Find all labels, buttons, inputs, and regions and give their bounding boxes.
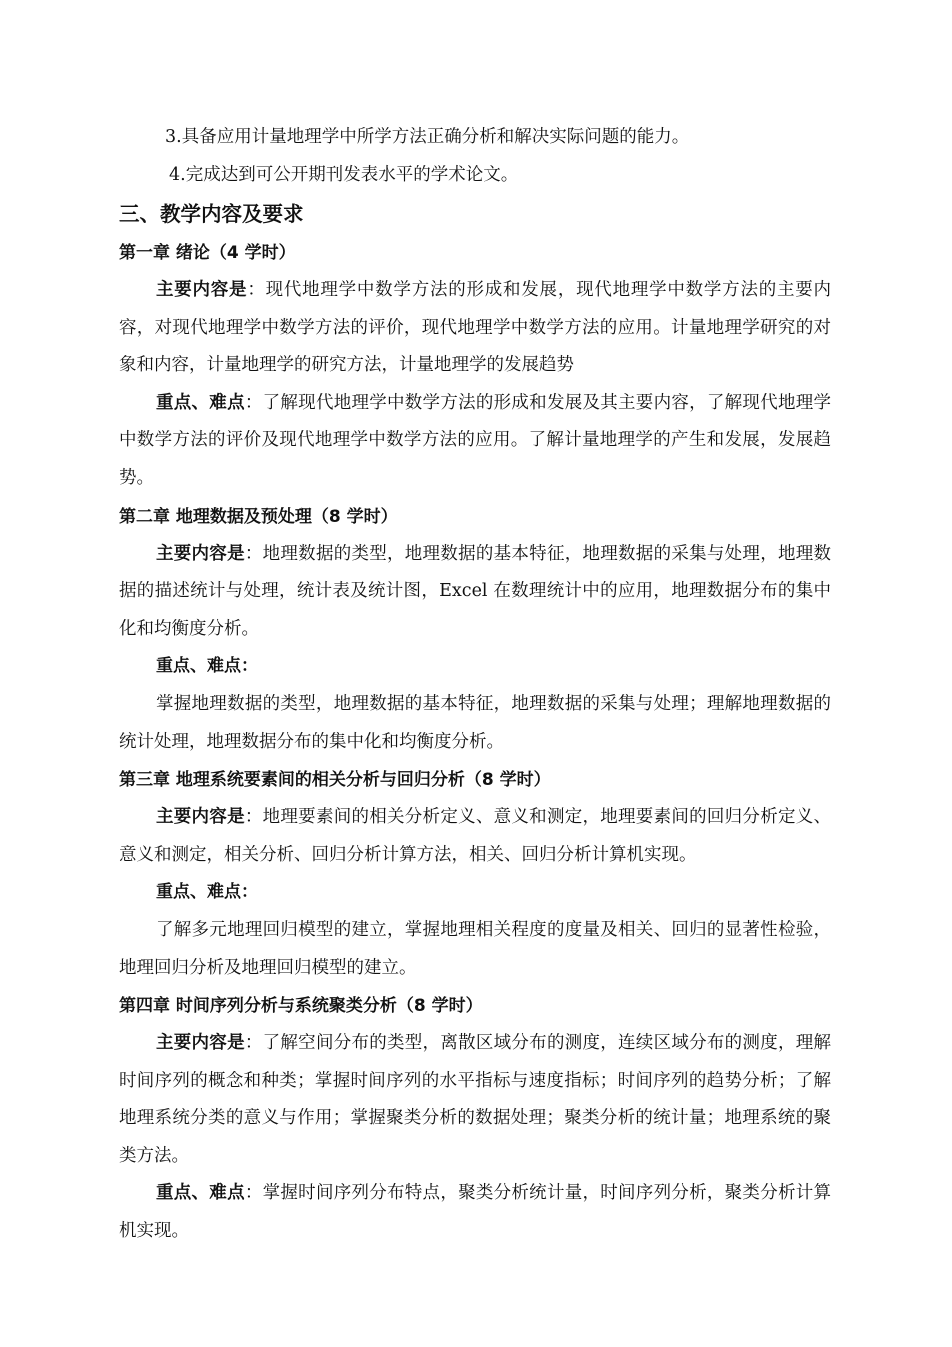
- content-label: 主要内容是: [156, 543, 245, 564]
- key-text: ：掌握时间序列分布特点，聚类分析统计量，时间序列分析，聚类分析计算机实现。: [119, 1183, 832, 1242]
- chapter-2-content: [119, 536, 831, 649]
- content-text: ：地理要素间的相关分析定义、意义和测定，地理要素间的回归分析定义、意义和测定，相关分析、回归分析计算方法，相关、回归分析计算机实现。: [119, 807, 832, 865]
- chapter-3-heading: 第三章 地理系统要素间的相关分析与回归分析（8 学时）: [119, 770, 551, 791]
- content-text: ：了解空间分布的类型，离散区域分布的测度，连续区域分布的测度，理解时间序列的概念和种类；掌握时间序列的水平指标与速度指标；时间序列的趋势分析；了解地理系统分类的意义与作用；掌握聚类分析的数据处理；聚类分析的统计量；地理系统的聚类方法。: [119, 1033, 832, 1166]
- key-label: 重点、难点: [156, 1183, 245, 1204]
- chapter-3-content: [119, 799, 831, 874]
- key-label: 重点、难点: [156, 392, 245, 413]
- chapter-3-key-label: 重点、难点：: [156, 882, 258, 903]
- section-heading: 三、教学内容及要求: [119, 202, 304, 226]
- chapter-2-heading: 第二章 地理数据及预处理（8 学时）: [119, 506, 398, 527]
- document-page: [119, 118, 831, 1251]
- chapter-1-content: [119, 272, 831, 385]
- content-label: 主要内容是: [156, 1033, 245, 1054]
- chapter-4-heading: 第四章 时间序列分析与系统聚类分析（8 学时）: [119, 996, 483, 1017]
- chapter-1-key-points: [119, 385, 831, 498]
- chapter-2-key-text: 掌握地理数据的类型，地理数据的基本特征，地理数据的采集与处理；理解地理数据的统计处理，地理数据分布的集中化和均衡度分析。: [119, 693, 831, 752]
- chapter-4-content: [119, 1025, 831, 1175]
- chapter-2-key-label: 重点、难点：: [156, 656, 258, 677]
- content-text: ：现代地理学中数学方法的形成和发展，现代地理学中数学方法的主要内容，对现代地理学中数学方法的评价，现代地理学中数学方法的应用。计量地理学研究的对象和内容，计量地理学的研究方法，计量地理学的发展趋势: [119, 280, 832, 376]
- content-label: 主要内容是: [156, 807, 245, 828]
- content-label: 主要内容是: [156, 280, 248, 300]
- objective-item-3: 3.具备应用计量地理学中所学方法正确分析和解决实际问题的能力。: [165, 127, 690, 147]
- content-text: ：地理数据的类型，地理数据的基本特征，地理数据的采集与处理，地理数据的描述统计与处理，统计表及统计图，Excel 在数理统计中的应用，地理数据分布的集中化和均衡度分析。: [119, 543, 832, 639]
- chapter-4-key-points: [119, 1175, 831, 1250]
- objective-item-4: 4.完成达到可公开期刊发表水平的学术论文。: [169, 165, 519, 185]
- chapter-1-heading: 第一章 绪论（4 学时）: [119, 243, 296, 263]
- chapter-3-key-text: 了解多元地理回归模型的建立，掌握地理相关程度的度量及相关、回归的显著性检验，地理回归分析及地理回归模型的建立。: [119, 919, 831, 978]
- key-text: ：了解现代地理学中数学方法的形成和发展及其主要内容，了解现代地理学中数学方法的评价及现代地理学中数学方法的应用。了解计量地理学的产生和发展，发展趋势。: [119, 392, 832, 488]
